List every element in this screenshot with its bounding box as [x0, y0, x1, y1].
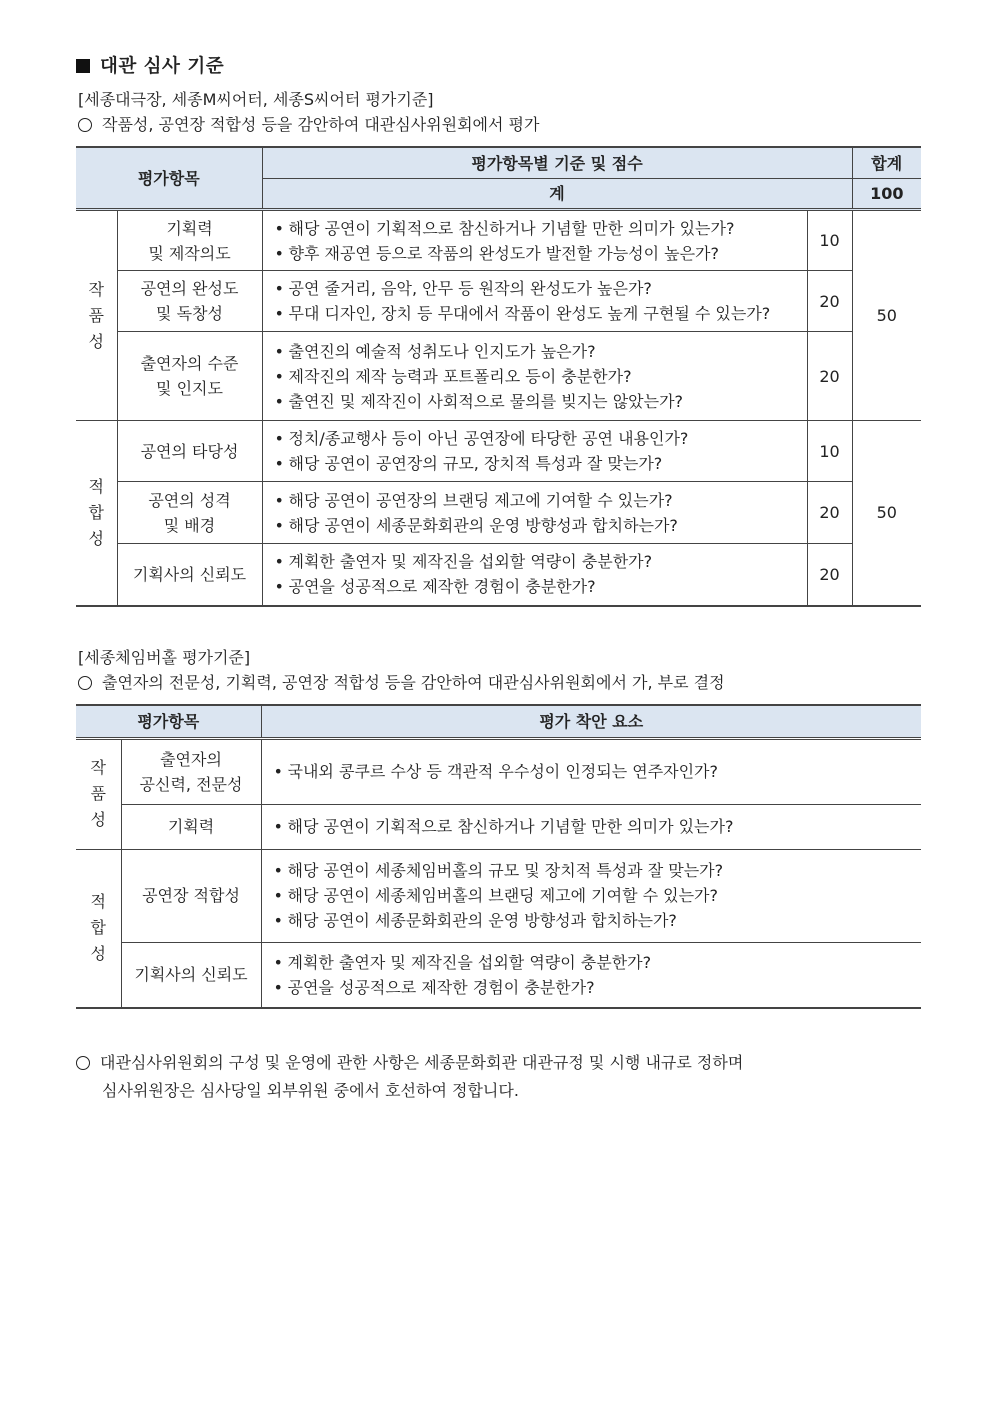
item-line: 및 독창성 [156, 304, 223, 323]
criteria-cell [262, 210, 807, 271]
item-cell [121, 849, 261, 942]
section1-intro: 작품성, 공연장 적합성 등을 감안하여 대관심사위원회에서 평가 [78, 112, 921, 137]
category-cell [76, 738, 121, 849]
criteria-bullet: • 해당 공연이 공연장의 브랜딩 제고에 기여할 수 있는가? [275, 488, 807, 513]
category-char: 작 [90, 758, 106, 777]
table-row [76, 738, 921, 804]
item-cell [117, 482, 262, 544]
criteria-bullet: • 출연진의 예술적 성취도나 인지도가 높은가? [275, 339, 807, 364]
criteria-bullet: • 출연진 및 제작진이 사회적으로 물의를 빚지는 않았는가? [275, 389, 807, 414]
sum-value: 100 [852, 179, 921, 210]
score-cell: 20 [807, 482, 852, 544]
criteria-bullet: • 공연을 성공적으로 제작한 경험이 충분한가? [274, 975, 922, 1000]
item-cell [117, 210, 262, 271]
criteria-bullet: • 해당 공연이 공연장의 규모, 장치적 특성과 잘 맞는가? [275, 451, 807, 476]
criteria-bullet: • 해당 공연이 기획적으로 참신하거나 기념할 만한 의미가 있는가? [275, 216, 807, 241]
item-line: 기획사의 신뢰도 [132, 564, 247, 584]
criteria-cell [262, 271, 807, 332]
header-criteria: 평가 착안 요소 [261, 705, 921, 739]
criteria-bullet: • 계획한 출연자 및 제작진을 섭외할 역량이 충분한가? [275, 549, 807, 574]
category-char: 성 [90, 810, 106, 829]
category-char: 적 [88, 476, 104, 496]
score-cell: 20 [807, 332, 852, 421]
criteria-bullet: • 해당 공연이 세종문화회관의 운영 방향성과 합치하는가? [275, 513, 807, 538]
item-cell [117, 421, 262, 482]
category-char: 합 [90, 918, 106, 938]
category-cell [76, 210, 117, 421]
header-total: 합계 [852, 147, 921, 179]
criteria-bullet: • 해당 공연이 세종체임버홀의 브랜딩 제고에 기여할 수 있는가? [274, 883, 922, 908]
criteria-bullet: • 공연 줄거리, 음악, 안무 등 원작의 완성도가 높은가? [275, 276, 807, 301]
table-row [76, 849, 921, 942]
item-line: 및 인지도 [156, 379, 223, 398]
subtotal-cell: 50 [852, 210, 921, 421]
item-line: 및 제작의도 [148, 243, 231, 263]
circle-bullet-icon [78, 118, 92, 132]
table-row [76, 421, 921, 482]
item-cell [121, 738, 261, 804]
criteria-cell [261, 849, 921, 942]
criteria-cell [262, 544, 807, 606]
category-char: 적 [90, 892, 106, 912]
item-cell [121, 942, 261, 1008]
footnote: 대관심사위원회의 구성 및 운영에 관한 사항은 세종문화회관 대관규정 및 시행 내규로 정하며 심사위원장은 심사당일 외부위원 중에서 호선하여 정합니다. [76, 1049, 921, 1105]
header-item: 평가항목 [76, 705, 261, 739]
subtotal-cell: 50 [852, 421, 921, 606]
criteria-cell [261, 738, 921, 804]
item-line: 공연의 완성도 [140, 279, 239, 298]
item-line: 및 배경 [163, 515, 216, 535]
header-item: 평가항목 [76, 147, 262, 210]
criteria-cell [261, 804, 921, 849]
item-line: 공연의 타당성 [140, 441, 239, 461]
category-char: 품 [88, 305, 104, 325]
criteria-bullet: • 해당 공연이 세종문화회관의 운영 방향성과 합치하는가? [274, 908, 922, 933]
table-row [76, 210, 921, 271]
category-char: 작 [88, 279, 104, 299]
category-cell [76, 421, 117, 606]
criteria-bullet: • 향후 재공연 등으로 작품의 완성도가 발전할 가능성이 높은가? [275, 241, 807, 266]
section2-intro: 출연자의 전문성, 기획력, 공연장 적합성 등을 감안하여 대관심사위원회에서 가, 부로 결정 [78, 670, 921, 695]
item-line: 출연자의 [160, 749, 222, 769]
item-line: 기획사의 신뢰도 [134, 965, 248, 985]
square-bullet-icon [76, 59, 90, 73]
score-cell: 10 [807, 421, 852, 482]
item-line: 공연장 적합성 [142, 886, 240, 905]
criteria-bullet: • 국내외 콩쿠르 수상 등 객관적 우수성이 인정되는 연주자인가? [274, 759, 922, 784]
table-row [76, 804, 921, 849]
score-cell: 20 [807, 544, 852, 606]
category-cell [76, 849, 121, 1008]
criteria-bullet: • 해당 공연이 세종체임버홀의 규모 및 장치적 특성과 잘 맞는가? [274, 858, 922, 883]
item-line: 기획력 [166, 218, 213, 238]
criteria-cell [262, 332, 807, 421]
table-row [76, 332, 921, 421]
circle-bullet-icon [76, 1056, 90, 1070]
item-cell [117, 271, 262, 332]
table-row [76, 482, 921, 544]
criteria-cell [262, 421, 807, 482]
criteria-bullet: • 정치/종교행사 등이 아닌 공연장에 타당한 공연 내용인가? [275, 426, 807, 451]
item-line: 출연자의 수준 [140, 354, 239, 373]
section-heading: 대관 심사 기준 [76, 52, 921, 78]
criteria-bullet: • 계획한 출연자 및 제작진을 섭외할 역량이 충분한가? [274, 950, 922, 975]
category-char: 성 [88, 331, 104, 351]
table-row [76, 544, 921, 606]
criteria-cell [262, 482, 807, 544]
category-char: 성 [88, 528, 104, 548]
circle-bullet-icon [78, 676, 92, 690]
item-cell [117, 332, 262, 421]
criteria-bullet: • 제작진의 제작 능력과 포트폴리오 등이 충분한가? [275, 364, 807, 389]
table-row [76, 271, 921, 332]
document-page [76, 52, 921, 1105]
criteria-cell [261, 942, 921, 1008]
table-row [76, 942, 921, 1008]
header-criteria: 평가항목별 기준 및 점수 [262, 147, 852, 179]
item-cell [121, 804, 261, 849]
item-line: 기획력 [167, 817, 215, 836]
sum-label: 계 [262, 179, 852, 210]
criteria-bullet: • 무대 디자인, 장치 등 무대에서 작품이 완성도 높게 구현될 수 있는가? [275, 301, 807, 326]
section1-subtitle: [세종대극장, 세종M씨어터, 세종S씨어터 평가기준] [78, 90, 434, 109]
category-char: 합 [88, 502, 104, 522]
criteria-bullet: • 해당 공연이 기획적으로 참신하거나 기념할 만한 의미가 있는가? [274, 814, 922, 839]
criteria-bullet: • 공연을 성공적으로 제작한 경험이 충분한가? [275, 574, 807, 599]
section2-subtitle: [세종체임버홀 평가기준] [78, 647, 251, 667]
item-line: 공신력, 전문성 [139, 774, 243, 794]
score-cell: 20 [807, 271, 852, 332]
score-cell: 10 [807, 210, 852, 271]
evaluation-table-1 [76, 146, 921, 607]
item-line: 공연의 성격 [148, 490, 231, 510]
category-char: 성 [90, 944, 106, 964]
evaluation-table-2 [76, 704, 921, 1010]
category-char: 품 [90, 784, 106, 803]
item-cell [117, 544, 262, 606]
